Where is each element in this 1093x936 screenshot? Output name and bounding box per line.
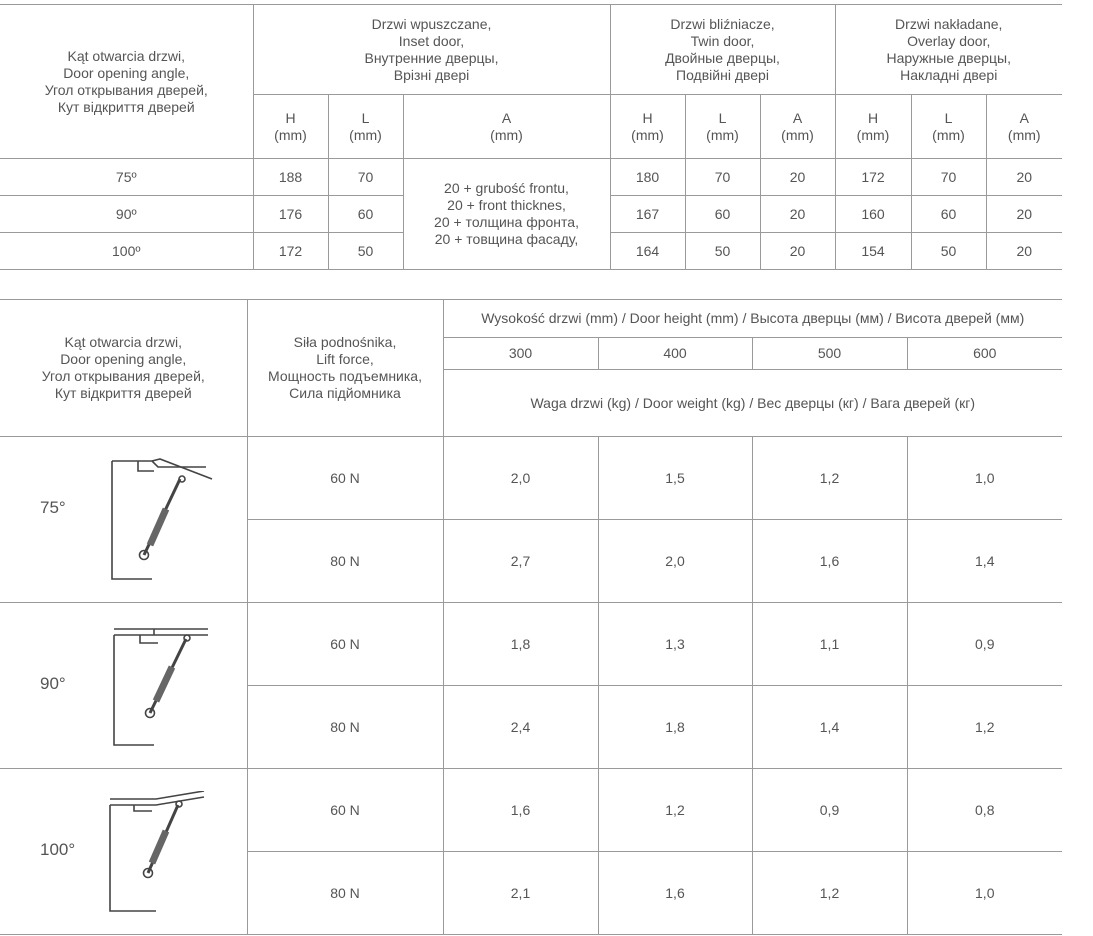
lift-90-diagram-icon	[110, 625, 220, 750]
weight-cell: 1,6	[598, 852, 752, 935]
twin-h-cell: 164	[610, 233, 685, 270]
angle-header-text: Kąt otwarcia drzwi, Door opening angle, Угол открывания дверей, Кут відкриття дверей	[44, 47, 208, 115]
twin-h-cell: 167	[610, 196, 685, 233]
twin-door-header	[610, 5, 835, 95]
h-unit: H (mm)	[631, 109, 664, 143]
force-cell: 60 N	[247, 437, 443, 520]
angle-label: 90°	[40, 674, 66, 693]
lift-100-diagram-icon	[106, 791, 216, 916]
inset-door-header	[253, 5, 610, 95]
overlay-h-cell: 172	[835, 159, 911, 196]
force-header	[247, 300, 443, 437]
force-cell: 60 N	[247, 769, 443, 852]
inset-a-formula	[403, 159, 610, 270]
overlay-a-cell: 20	[986, 159, 1062, 196]
weight-cell: 2,1	[443, 852, 598, 935]
inset-a-header	[403, 95, 610, 159]
weight-cell: 0,8	[907, 769, 1062, 852]
height-600: 600	[907, 338, 1062, 370]
twin-h-cell: 180	[610, 159, 685, 196]
overlay-door-header	[835, 5, 1062, 95]
inset-h-cell: 188	[253, 159, 328, 196]
angle-cell: 75º	[0, 159, 253, 196]
angle-100-cell	[0, 769, 247, 935]
height-300: 300	[443, 338, 598, 370]
inset-l-cell: 60	[328, 196, 403, 233]
twin-a-cell: 20	[760, 196, 835, 233]
twin-door-title: Drzwi bliźniacze, Twin door, Двойные дверцы, Подвійні двері	[665, 15, 780, 83]
overlay-l-cell: 60	[911, 196, 986, 233]
overlay-a-cell: 20	[986, 196, 1062, 233]
weight-cell: 1,5	[598, 437, 752, 520]
twin-l-cell: 60	[685, 196, 760, 233]
l-unit: L (mm)	[349, 109, 382, 143]
angle-header	[0, 300, 247, 437]
inset-l-cell: 70	[328, 159, 403, 196]
weight-cell: 1,2	[598, 769, 752, 852]
twin-a-cell: 20	[760, 159, 835, 196]
inset-l-header	[328, 95, 403, 159]
twin-h-header	[610, 95, 685, 159]
overlay-h-header	[835, 95, 911, 159]
a-unit: A (mm)	[490, 109, 523, 143]
weight-cell: 2,0	[443, 437, 598, 520]
inset-h-header	[253, 95, 328, 159]
force-cell: 80 N	[247, 852, 443, 935]
angle-label: 75°	[40, 498, 66, 517]
overlay-l-cell: 70	[911, 159, 986, 196]
dimensions-table	[0, 4, 1062, 270]
overlay-l-header	[911, 95, 986, 159]
inset-h-cell: 172	[253, 233, 328, 270]
angle-75-cell	[0, 437, 247, 603]
angle-cell: 100º	[0, 233, 253, 270]
overlay-a-header	[986, 95, 1062, 159]
weight-cell: 1,2	[752, 852, 907, 935]
twin-a-header	[760, 95, 835, 159]
twin-l-header	[685, 95, 760, 159]
weight-cell: 1,2	[752, 437, 907, 520]
twin-l-cell: 70	[685, 159, 760, 196]
weight-cell: 1,2	[907, 686, 1062, 769]
a-unit: A (mm)	[1007, 109, 1041, 143]
weight-cell: 0,9	[752, 769, 907, 852]
overlay-h-cell: 160	[835, 196, 911, 233]
weight-cell: 1,6	[752, 520, 907, 603]
force-cell: 80 N	[247, 520, 443, 603]
angle-cell: 90º	[0, 196, 253, 233]
weight-cell: 2,0	[598, 520, 752, 603]
height-500: 500	[752, 338, 907, 370]
angle-header-text: Kąt otwarcia drzwi, Door opening angle, Угол открывания дверей, Кут відкриття дверей	[41, 334, 205, 401]
table-row	[0, 603, 1062, 686]
door-weight-header: Waga drzwi (kg) / Door weight (kg) / Вес дверцы (кг) / Вага дверей (кг)	[443, 370, 1062, 437]
weight-cell: 0,9	[907, 603, 1062, 686]
table-row	[0, 159, 1062, 196]
l-unit: L (mm)	[706, 109, 739, 143]
weight-cell: 1,4	[907, 520, 1062, 603]
overlay-a-cell: 20	[986, 233, 1062, 270]
table-row	[0, 769, 1062, 852]
h-unit: H (mm)	[856, 109, 890, 143]
lift-force-table	[0, 299, 1062, 935]
weight-cell: 1,0	[907, 437, 1062, 520]
inset-door-title: Drzwi wpuszczane, Inset door, Внутренние дверцы, Врізні двері	[364, 15, 499, 83]
force-cell: 60 N	[247, 603, 443, 686]
overlay-l-cell: 50	[911, 233, 986, 270]
weight-cell: 2,4	[443, 686, 598, 769]
weight-cell: 1,1	[752, 603, 907, 686]
force-cell: 80 N	[247, 686, 443, 769]
a-formula-text: 20 + grubość frontu, 20 + front thicknes, 20 + толщина фронта, 20 + товщина фасаду,	[434, 180, 579, 247]
angle-header	[0, 5, 253, 159]
angle-90-cell	[0, 603, 247, 769]
overlay-door-title: Drzwi nakładane, Overlay door, Наружные дверцы, Накладні двері	[886, 15, 1011, 83]
weight-cell: 2,7	[443, 520, 598, 603]
overlay-h-cell: 154	[835, 233, 911, 270]
table-row	[0, 437, 1062, 520]
height-400: 400	[598, 338, 752, 370]
door-height-header: Wysokość drzwi (mm) / Door height (mm) / Высота дверцы (мм) / Висота дверей (мм)	[443, 300, 1062, 338]
inset-l-cell: 50	[328, 233, 403, 270]
weight-cell: 1,0	[907, 852, 1062, 935]
inset-h-cell: 176	[253, 196, 328, 233]
weight-cell: 1,6	[443, 769, 598, 852]
h-unit: H (mm)	[274, 109, 307, 143]
force-header-text: Siła podnośnika, Lift force, Мощность подъемника, Сила підйомника	[268, 334, 422, 401]
weight-cell: 1,8	[443, 603, 598, 686]
weight-cell: 1,3	[598, 603, 752, 686]
l-unit: L (mm)	[932, 109, 965, 143]
weight-cell: 1,8	[598, 686, 752, 769]
a-unit: A (mm)	[781, 109, 814, 143]
twin-l-cell: 50	[685, 233, 760, 270]
twin-a-cell: 20	[760, 233, 835, 270]
lift-75-diagram-icon	[108, 457, 218, 582]
angle-label: 100°	[40, 840, 76, 859]
weight-cell: 1,4	[752, 686, 907, 769]
